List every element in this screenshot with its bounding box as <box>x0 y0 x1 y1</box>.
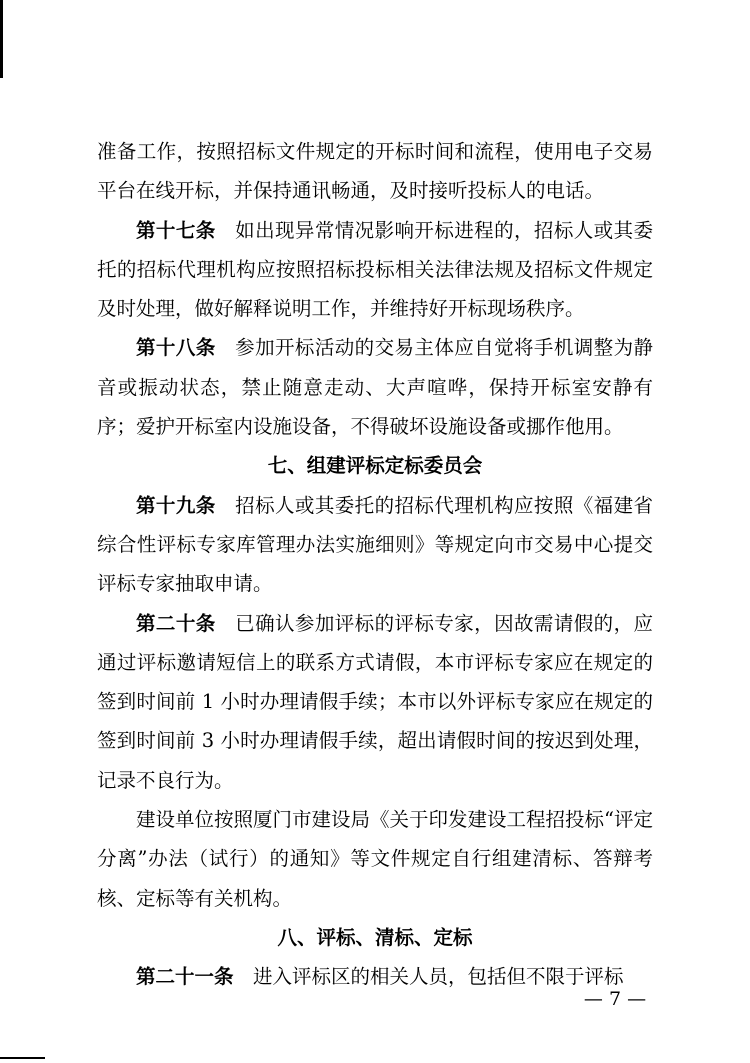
body-paragraph <box>97 132 653 211</box>
article-label: 第十七条 <box>136 218 216 242</box>
paragraph-text: 进入评标区的相关人员，包括但不限于评标 <box>253 965 624 989</box>
article-label: 第十八条 <box>136 336 216 360</box>
paragraph-text: 准备工作，按照招标文件规定的开标时间和流程，使用电子交易平台在线开标，并保持通讯畅通，及时接听投标人的电话。 <box>97 140 653 203</box>
paragraph-text: 参加开标活动的交易主体应自觉将手机调整为静音或振动状态，禁止随意走动、大声喧哗，保持开标室安静有序；爱护开标室内设施设备，不得破坏设施设备或挪作他用。 <box>97 336 653 439</box>
article-label: 第十九条 <box>136 493 216 517</box>
paragraph-text: 建设单位按照厦门市建设局《关于印发建设工程招投标“评定分离”办法（试行）的通知》等文件规定自行组建清标、答辩考核、定标等有关机构。 <box>97 808 653 910</box>
article-paragraph <box>97 604 653 800</box>
page-number: — 7 — <box>583 988 647 1010</box>
document-body <box>97 132 653 997</box>
edge-crop-mark-top <box>0 0 3 78</box>
body-paragraph <box>97 800 653 918</box>
article-paragraph <box>97 328 653 446</box>
article-label: 第二十条 <box>136 611 216 635</box>
article-paragraph <box>97 486 653 604</box>
paragraph-text: 招标人或其委托的招标代理机构应按照《福建省综合性评标专家库管理办法实施细则》等规定向市交易中心提交评标专家抽取申请。 <box>97 493 653 596</box>
section-heading: 八、评标、清标、定标 <box>277 925 473 949</box>
article-paragraph <box>97 211 653 329</box>
article-label: 第二十一条 <box>136 965 234 989</box>
section-heading: 七、组建评标定标委员会 <box>267 454 483 478</box>
edge-crop-mark-bottom <box>0 1057 45 1059</box>
paragraph-text: 已确认参加评标的评标专家，因故需请假的，应通过评标邀请短信上的联系方式请假，本市评标专家应在规定的签到时间前 1 小时办理请假手续；本市以外评标专家应在规定的签到时间前 3 小时办理请假手续，超出请假时间的按迟到处理，记录不良行为。 <box>97 611 653 792</box>
paragraph-text: 如出现异常情况影响开标进程的，招标人或其委托的招标代理机构应按照招标投标相关法律法规及招标文件规定及时处理，做好解释说明工作，并维持好开标现场秩序。 <box>97 218 653 321</box>
